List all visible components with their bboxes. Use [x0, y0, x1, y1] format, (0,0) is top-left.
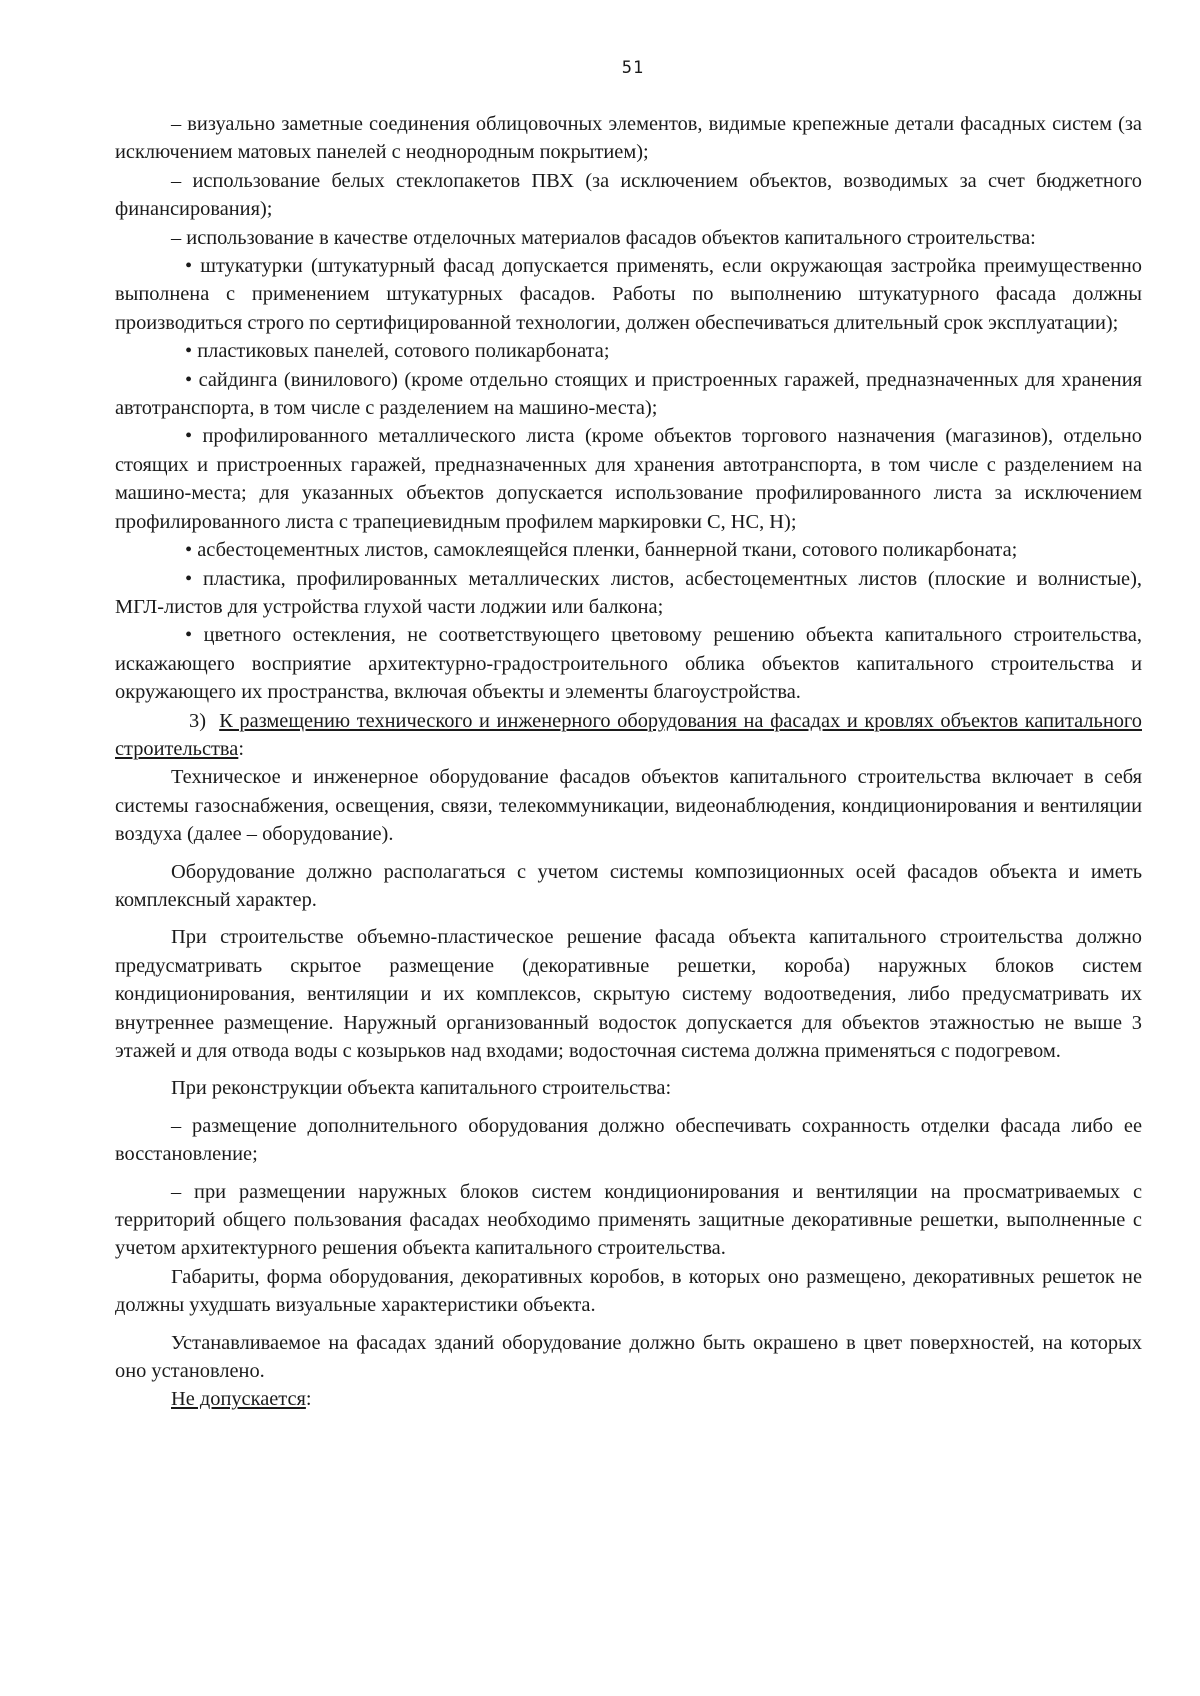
dash-item-joints: – визуально заметные соединения облицовочных элементов, видимые крепежные детали фасадных систем (за исключением матовых панелей с неоднородным покрытием); [115, 113, 1142, 164]
bullet-item-profiled-sheet: • профилированного металлического листа (кроме объектов торгового назначения (магазинов), отдельно стоящих и пристроенных гаражей, предназначенных для хранения автотранспорта, в том числе с разделением на машино-места; для указанных объектов допускается использование профилированного листа за исключением профилированного листа с трапециевидным профилем маркировки С, НС, Н); [115, 425, 1142, 533]
paragraph-equipment-axes: Оборудование должно располагаться с учетом системы композиционных осей фасадов объекта и иметь комплексный характер. [115, 860, 1142, 911]
heading-not-allowed [115, 1385, 1142, 1413]
section-number: 3) [189, 709, 206, 732]
bullet-item-colored-glazing: • цветного остекления, не соответствующего цветовому решению объекта капитального строительства, искажающего восприятие архитектурно-градостроительного облика объектов капитального строительства и окружающего их пространства, включая объекты и элементы благоустройства. [115, 624, 1142, 704]
paragraph-construction: При строительстве объемно-пластическое решение фасада объекта капитального строительства должно предусматривать скрытое размещение (декоративные решетки, короба) наружных блоков систем кондиционирования, вентиляции и их комплексов, скрытую систему водоотведения, либо предусматривать их внутреннее размещение. Наружный организованный водосток допускается для объектов этажностью не выше 3 этажей и для отвода воды с козырьков над входами; водосточная система должна применяться с подогревом. [115, 926, 1142, 1062]
paragraph-equipment-definition: Техническое и инженерное оборудование фасадов объектов капитального строительства включает в себя системы газоснабжения, освещения, связи, телекоммуникации, видеонаблюдения, кондиционирования и вентиляции воздуха (далее – оборудование). [115, 766, 1142, 846]
bullet-item-plastic-loggia: • пластика, профилированных металлических листов, асбестоцементных листов (плоские и волнистые), МГЛ-листов для устройства глухой части лоджии или балкона; [115, 567, 1142, 618]
bullet-item-plastic-panels: • пластиковых панелей, сотового поликарбоната; [185, 340, 610, 363]
paragraph-painting: Устанавливаемое на фасадах зданий оборудование должно быть окрашено в цвет поверхностей, на которых оно установлено. [115, 1331, 1142, 1383]
bullet-item-siding: • сайдинга (винилового) (кроме отдельно стоящих и пристроенных гаражей, предназначенных для хранения автотранспорта, в том числе с разделением на машино-места); [115, 368, 1142, 420]
paragraph-reconstruction: При реконструкции объекта капитального строительства: [171, 1077, 672, 1100]
bullet-item-plaster: • штукатурки (штукатурный фасад допускается применять, если окружающая застройка преимущественно выполнена с применением штукатурных фасадов. Работы по выполнению штукатурного фасада должны производиться строго по сертифицированной технологии, должен обеспечиваться длительный срок эксплуатации); [115, 255, 1142, 334]
not-allowed-text: Не допускается [171, 1388, 306, 1411]
dash-item-white-pvc-windows: – использование белых стеклопакетов ПВХ (за исключением объектов, возводимых за счет бюджетного финансирования); [115, 169, 1142, 221]
bullet-item-asbestos-sheets: • асбестоцементных листов, самоклеящейся пленки, баннерной ткани, сотового поликарбоната; [185, 539, 1018, 562]
dash-item-finishing-materials: – использование в качестве отделочных материалов фасадов объектов капитального строительства: [171, 226, 1036, 249]
section-heading-colon: : [238, 737, 244, 760]
dash-item-outdoor-units: – при размещении наружных блоков систем кондиционирования и вентиляции на просматриваемых с территорий общего пользования фасадах необходимо применять защитные декоративные решетки, выполненные с учетом архитектурного решения объекта капитального строительства. [115, 1180, 1142, 1260]
page-number: 51 [621, 58, 645, 78]
dash-item-additional-equipment: – размещение дополнительного оборудования должно обеспечивать сохранность отделки фасада либо ее восстановление; [115, 1114, 1142, 1166]
section-heading-equipment [115, 707, 1142, 764]
not-allowed-colon: : [305, 1388, 312, 1411]
paragraph-dimensions: Габариты, форма оборудования, декоративных коробов, в которых оно размещено, декоративных решеток не должны ухудшать визуальные характеристики объекта. [115, 1265, 1142, 1317]
section-heading-text: К размещению технического и инженерного оборудования на фасадах и кровлях объектов капитального строительства [115, 709, 1142, 760]
document-body [115, 110, 1142, 1414]
